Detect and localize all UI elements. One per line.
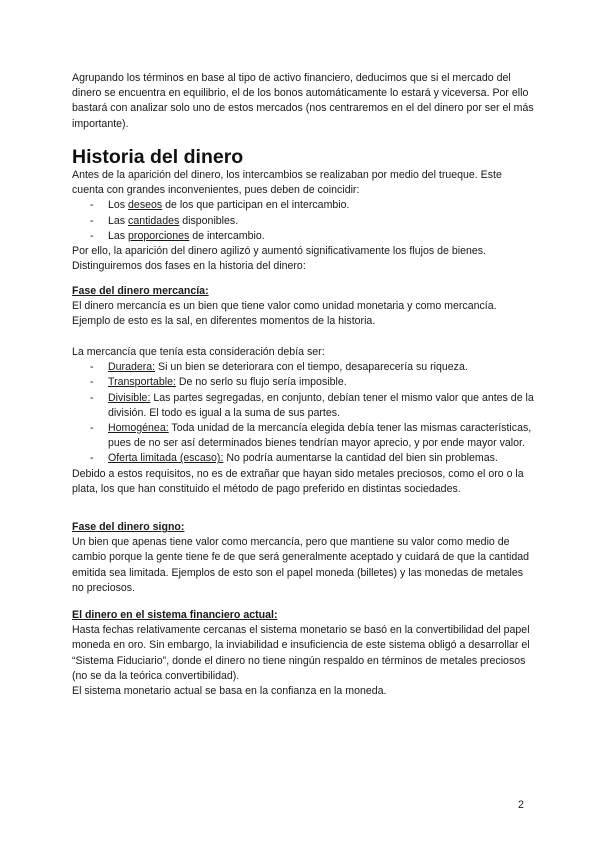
intro-paragraph: Agrupando los términos en base al tipo de activo financiero, deducimos que si el mercado del dinero se encuentra en equilibrio, el de los bonos automáticamente lo estará y viceversa. Por ello bastará con analizar solo uno de estos mercados (nos centraremos en el del dinero por ser el más importante). — [72, 72, 534, 130]
section-heading: Historia del dinero — [72, 146, 244, 168]
mercancia-paragraph-1: El dinero mercancía es un bien que tiene valor como unidad monetaria y como mercancía. Ejemplo de esto es la sal, en diferentes momentos de la historia. — [72, 300, 497, 328]
list-item: - Transportable: De no serlo su flujo sería imposible. — [72, 375, 534, 390]
list-item: - Oferta limitada (escaso): No podría aumentarse la cantidad del bien sin problemas. — [72, 451, 534, 466]
underlined-term: cantidades — [128, 214, 180, 227]
underlined-term: deseos — [128, 199, 163, 212]
actual-title: El dinero en el sistema financiero actual: — [72, 609, 278, 621]
history-paragraph-1: Antes de la aparición del dinero, los intercambios se realizaban por medio del trueque. Este cuenta con grandes inconvenientes, pues deben de coincidir: — [72, 169, 502, 197]
underlined-term: Duradera: — [108, 361, 156, 374]
history-section — [72, 146, 534, 274]
list-item: - Las proporciones de intercambio. — [72, 229, 534, 244]
actual-paragraph-1: Hasta fechas relativamente cercanas el sistema monetario se basó en la convertibilidad del papel moneda en oro. Sin embargo, la inviabilidad e insuficiencia de este sistema obligó a desarrollar el “Sistema Fiduciario”, donde el dinero no tiene ningún respaldo en términos de metales preciosos (no se da la teórica convertibilidad). — [72, 624, 530, 682]
signo-title: Fase del dinero signo: — [72, 521, 185, 533]
mercancia-paragraph-2: La mercancía que tenía esta consideración debía ser: — [72, 346, 325, 358]
underlined-term: proporciones — [128, 229, 190, 242]
underlined-term: Oferta limitada (escaso): — [108, 452, 224, 465]
page-number: 2 — [518, 799, 524, 811]
underlined-term: Divisible: — [108, 391, 151, 404]
mercancia-requirements — [72, 345, 534, 497]
history-paragraph-2: Por ello, la aparición del dinero agilizó y aumentó significativamente los flujos de bienes. Distinguiremos dos fases en la historia del dinero: — [72, 245, 486, 273]
signo-section — [72, 520, 534, 596]
intro-section — [72, 71, 534, 132]
list-item: - Los deseos de los que participan en el intercambio. — [72, 198, 534, 213]
mercancia-title: Fase del dinero mercancía: — [72, 285, 209, 297]
list-item: - Las cantidades disponibles. — [72, 214, 534, 229]
list-item: - Homogénea: Toda unidad de la mercancía elegida debía tener las mismas características, pues de no ser así determinados bienes tendrían mayor aprecio, y por ende mayor valor. — [72, 421, 534, 451]
mercancia-section — [72, 284, 534, 330]
list-item: - Duradera: Si un bien se deteriorara con el tiempo, desaparecería su riqueza. — [72, 360, 534, 375]
list-item: - Divisible: Las partes segregadas, en conjunto, debían tener el mismo valor que antes de la división. El todo es igual a la suma de sus partes. — [72, 391, 534, 421]
underlined-term: Transportable: — [108, 376, 176, 389]
signo-paragraph: Un bien que apenas tiene valor como mercancía, pero que mantiene su valor como medio de cambio porque la gente tiene fe de que será generalmente aceptado y cuidará de que la cantidad emitida sea limitada. Ejemplos de esto son el papel moneda (billetes) y las monedas de metales no preciosos. — [72, 536, 530, 594]
mercancia-list — [72, 360, 534, 466]
actual-section — [72, 608, 534, 699]
actual-paragraph-2: El sistema monetario actual se basa en la confianza en la moneda. — [72, 685, 387, 698]
mercancia-paragraph-3: Debido a estos requisitos, no es de extrañar que hayan sido metales preciosos, como el oro o la plata, los que han constituido el método de pago preferido en distintas sociedades. — [72, 467, 524, 495]
requirements-list — [72, 198, 534, 244]
underlined-term: Homogénea: — [108, 422, 169, 435]
